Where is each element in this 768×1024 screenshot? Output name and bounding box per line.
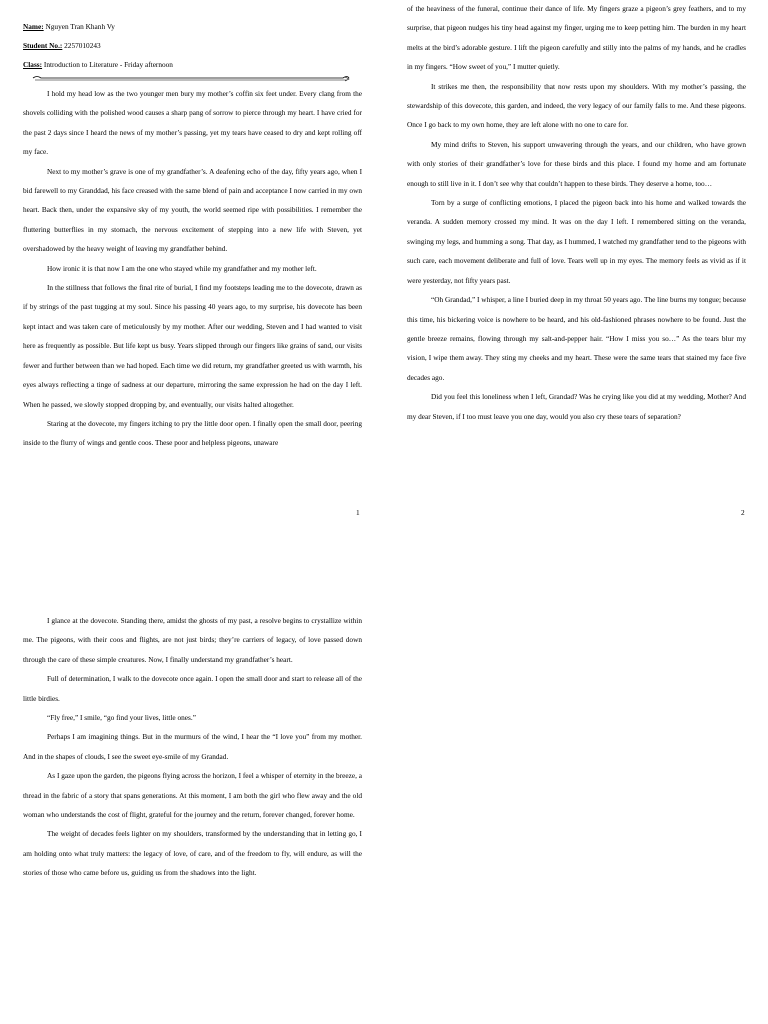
paragraph: of the heaviness of the funeral, continue their dance of life. My fingers graze a pigeon’s grey feathers, and to my surprise, that pigeon nudges his tiny head against my finger, urging me to keep petting him. The burden in my heart melts at the bird’s adorable gesture. I lift the pigeon carefully and stilly into the palms of my hands, and he cradles in my fingers. “How sweet of you,” I mutter quietly. (407, 4, 746, 72)
paragraph: Perhaps I am imagining things. But in the murmurs of the wind, I hear the “I love you” from my mother. And in the shapes of clouds, I see the sweet eye-smile of my Grandad. (23, 732, 362, 761)
divider-flourish-icon (31, 74, 351, 84)
paragraph: “Oh Grandad,” I whisper, a line I buried deep in my throat 50 years ago. The line burns my tongue; because this time, his bickering voice is nowhere to be heard, and his old-fashioned phrases nowhere to be found. Just the gentle breeze remains, flowing through my salt-and-pepper hair. “How I miss you so…” As the tears blur my vision, I wipe them away. They sting my cheeks and my heart. These were the same tears that stained my face five decades ago. (407, 295, 746, 382)
paragraph: My mind drifts to Steven, his support unwavering through the years, and our children, who have grown with only stories of their grandfather’s love for these birds and this place. I found my home and am fortunate enough to still live in it. I don’t see why that couldn’t happen to these birds. They deserve a home, too… (407, 139, 746, 188)
paragraph: It strikes me then, the responsibility that now rests upon my shoulders. With my mother’s passing, the stewardship of this dovecote, this garden, and indeed, the very legacy of our family falls to me. And these pigeons. Once I go back to my own home, they are left alone with no one to care for. (407, 81, 746, 130)
paragraph: In the stillness that follows the final rite of burial, I find my footsteps leading me to the dovecote, drawn as if by strings of the past tugging at my soul. Since his passing 40 years ago, to my surprise, his dovecote has been kept intact and was taken care of meticulously by my mother. After our wedding, Steven and I had wanted to visit here as frequently as possible. But life kept us busy. Years slipped through our fingers like grains of sand, our visits fewer and further between than we had hoped. Each time we did return, my grandfather greeted us with warmth, his eyes always reflecting a tinge of sadness at our departure, mirroring the same expression he had on the day I left. When he passed, we slowly stopped dropping by, and eventually, our visits halted altogether. (23, 283, 362, 409)
name-line (23, 17, 362, 36)
student-value: 2257010243 (62, 41, 101, 50)
paragraph: “Fly free,” I smile, “go find your lives, little ones.” (47, 713, 196, 723)
class-line (23, 55, 362, 74)
page-2 (384, 0, 768, 520)
student-label: Student No.: (23, 41, 63, 50)
paragraph: Staring at the dovecote, my fingers itching to pry the little door open. I finally open the small door, peering inside to the flurry of wings and gentle coos. These poor and helpless pigeons, unaware (23, 418, 362, 448)
name-label: Name: (23, 22, 44, 31)
page-1-body (23, 17, 362, 453)
page-number: 2 (741, 508, 745, 517)
paragraph: I glance at the dovecote. Standing there, amidst the ghosts of my past, a resolve begins to crystallize within me. The pigeons, with their coos and flights, are not just birds; they’re carriers of legacy, of love passed down through the care of these simple creatures. Now, I finally understand my grandfather’s heart. (23, 616, 362, 664)
ornamental-divider (23, 74, 362, 84)
paragraph: How ironic it is that now I am the one who stayed while my grandfather and my mother left. (47, 263, 317, 273)
paragraph: Torn by a surge of conflicting emotions, I placed the pigeon back into his home and walked towards the veranda. A sudden memory crossed my mind. It was on the day I left. I remembered sitting on the veranda, swinging my legs, and humming a song. That day, as I hummed, I watched my grandfather tend to the pigeons with such care, each movement deliberate and full of love. Tears well up in my eyes. The memory feels as vivid as if it were yesterday, not fifty years past. (407, 198, 746, 285)
paragraph: I hold my head low as the two younger men bury my mother’s coffin six feet under. Every clang from the shovels colliding with the polished wood causes a sharp pang of sorrow to pierce through my heart. I have cried for the past 2 days since I heard the news of my mother’s passing, yet my tears have ceased to dry and kept rolling off my face. (23, 89, 362, 157)
page-3-body (23, 611, 362, 883)
page-3 (0, 592, 384, 1024)
paragraph: As I gaze upon the garden, the pigeons flying across the horizon, I feel a whisper of eternity in the breeze, a thread in the fabric of a story that spans generations. At this moment, I am both the girl who flew away and the old woman who understands the cost of flight, grateful for the journey and the return, forever changed, forever home. (23, 771, 362, 820)
page-2-body (407, 0, 746, 426)
paragraph: The weight of decades feels lighter on my shoulders, transformed by the understanding that in letting go, I am holding onto what truly matters: the legacy of love, of care, and of the freedom to fly, will endure, as will the stories of those who came before us, guiding us from the shadows into the light. (23, 829, 362, 878)
page-1 (0, 0, 384, 520)
paragraph: Did you feel this loneliness when I left, Grandad? Was he crying like you did at my wedding, Mother? And my dear Steven, if I too must leave you one day, would you also cry these tears of separation? (407, 392, 746, 421)
student-line (23, 36, 362, 55)
paragraph: Next to my mother’s grave is one of my grandfather’s. A deafening echo of the day, fifty years ago, when I bid farewell to my Granddad, his face creased with the same blend of pain and acceptance I now carried in my own heart. Back then, under the expansive sky of my youth, the world seemed ripe with possibilities. I remember the fluttering butterflies in my stomach, the nervous excitement of stepping into a new life with Steven, yet overshadowed by the heavy weight of leaving my grandfather behind. (23, 166, 362, 254)
paragraph: Full of determination, I walk to the dovecote once again. I open the small door and start to release all of the little birdies. (23, 674, 362, 703)
class-value: Introduction to Literature - Friday afternoon (42, 60, 173, 69)
class-label: Class: (23, 60, 43, 69)
page-number: 1 (356, 508, 360, 517)
name-value: Nguyen Tran Khanh Vy (43, 22, 115, 31)
